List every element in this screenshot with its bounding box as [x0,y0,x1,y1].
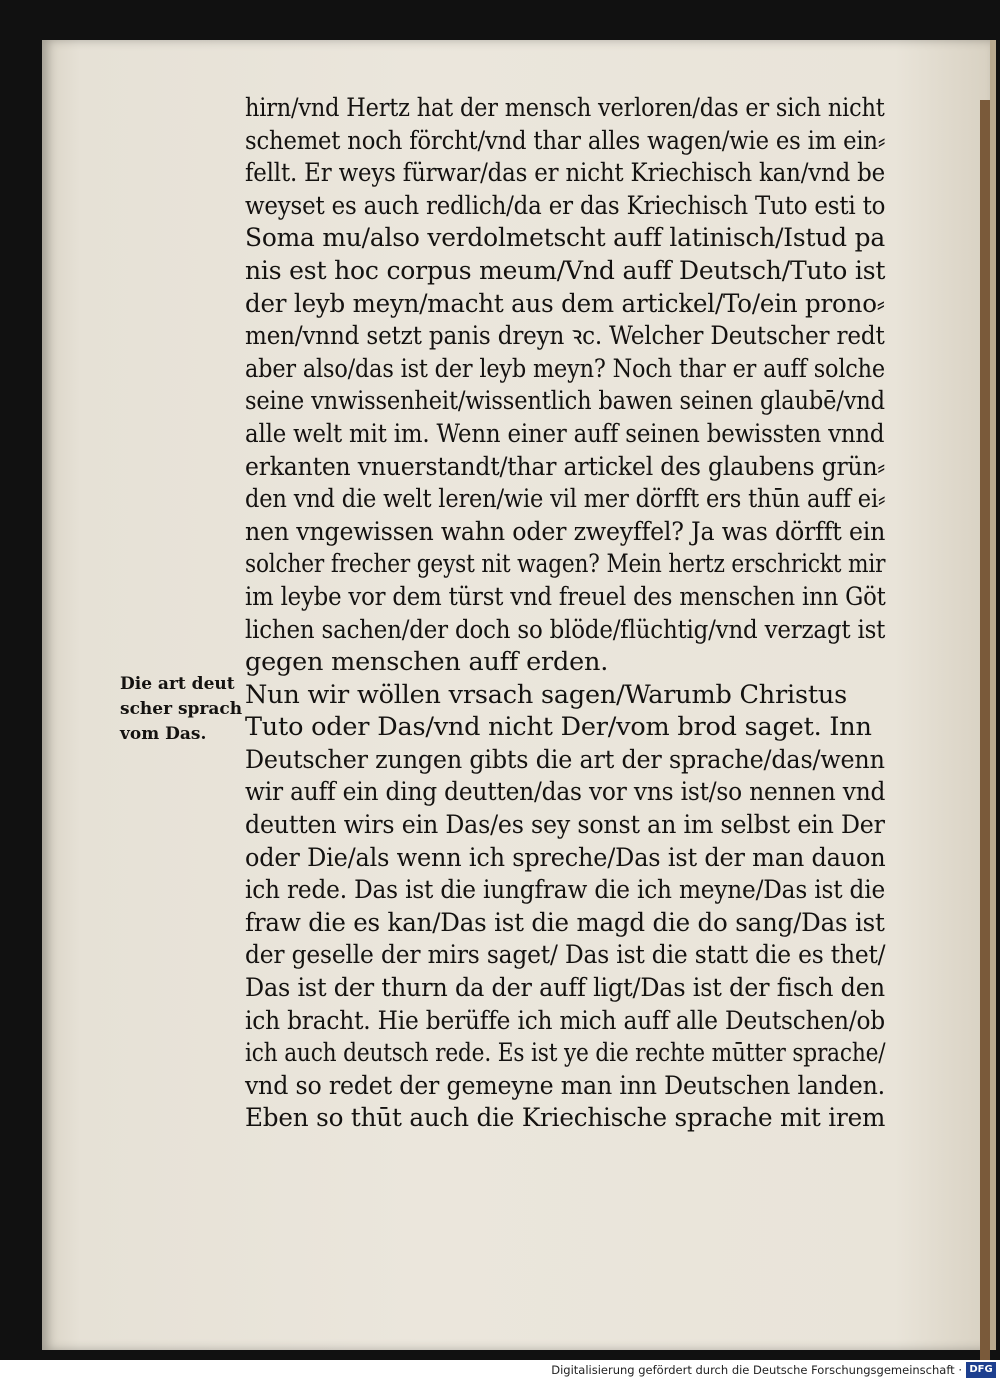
margin-note-line: scher sprach [120,699,243,719]
text-line: Nun wir wöllen vrsach sagen/Warumb Christus [245,679,848,710]
margin-note-line: vom Das. [120,724,207,744]
margin-note-line: Die art deut [120,674,235,694]
text-line: ich bracht. Hie berüffe ich mich auff alle Deutschen/ob [245,1005,885,1036]
funding-credit: Digitalisierung gefördert durch die Deutsche Forschungsgemeinschaft · [551,1363,962,1377]
text-line: Eben so thūt auch die Kriechische sprache mit irem [245,1103,886,1134]
text-line: Deutscher zungen gibts die art der sprache/das/wenn [245,744,885,775]
text-line: der leyb meyn/macht aus dem artickel/To/ein prono⸗ [245,288,885,319]
text-line: alle welt mit im. Wenn einer auff seinen bewissten vnnd [245,418,885,449]
text-line: fraw die es kan/Das ist die magd die do sang/Das ist [245,907,885,938]
text-line: den vnd die welt leren/wie vil mer dörfft ers thūn auff ei⸗ [245,484,886,515]
text-line: ich auch deutsch rede. Es ist ye die rechte mūtter sprache/ [245,1038,886,1069]
text-line: oder Die/als wenn ich spreche/Das ist der man dauon [245,842,886,873]
text-line: Das ist der thurn da der auff ligt/Das ist der fisch den [245,973,885,1004]
text-line: erkanten vnuerstandt/thar artickel des glaubens grün⸗ [245,451,886,482]
text-line: nis est hoc corpus meum/Vnd auff Deutsch/Tuto ist [245,255,886,286]
text-line: vnd so redet der gemeyne man inn Deutschen landen. [245,1070,885,1101]
text-line: men/vnnd setzt panis dreyn ꝛc. Welcher Deutscher redt [245,321,885,352]
text-line: wir auff ein ding deutten/das vor vns ist/so nennen vnd [245,777,886,808]
text-line: im leybe vor dem türst vnd freuel des menschen inn Göt [245,581,886,612]
text-line: deutten wirs ein Das/es sey sonst an im selbst ein Der [245,810,885,841]
text-line: seine vnwissenheit/wissentlich bawen seinen glaubē/vnd [245,386,885,417]
text-line: nen vngewissen wahn oder zweyffel? Ja was dörfft ein [245,516,886,547]
dfg-logo: DFG [966,1362,996,1378]
text-line: fellt. Er weys fürwar/das er nicht Kriechisch kan/vnd be [245,158,886,189]
text-line: lichen sachen/der doch so blöde/flüchtig/vnd verzagt ist [245,614,886,645]
margin-note [120,672,243,747]
body-text [245,92,885,1135]
text-line: der geselle der mirs saget/ Das ist die statt die es thet/ [245,940,886,971]
text-line: schemet noch förcht/vnd thar alles wagen/wie es im ein⸗ [245,125,886,156]
text-line: ich rede. Das ist die iungfraw die ich meyne/Das ist die [245,875,886,906]
text-line: Tuto oder Das/vnd nicht Der/vom brod saget. Inn [245,712,872,743]
footer-bar [0,1360,1000,1381]
text-line: weyset es auch redlich/da er das Kriechisch Tuto esti to [245,190,886,221]
text-line: solcher frecher geyst nit wagen? Mein hertz erschrickt mir [245,549,886,580]
text-line: aber also/das ist der leyb meyn? Noch thar er auff solche [245,353,885,384]
page-edge [980,100,990,1360]
text-line: Soma mu/also verdolmetscht auff latinisch/Istud pa [245,223,885,254]
text-line: hirn/vnd Hertz hat der mensch verloren/das er sich nicht [245,93,885,123]
text-line: gegen menschen auff erden. [245,647,609,678]
